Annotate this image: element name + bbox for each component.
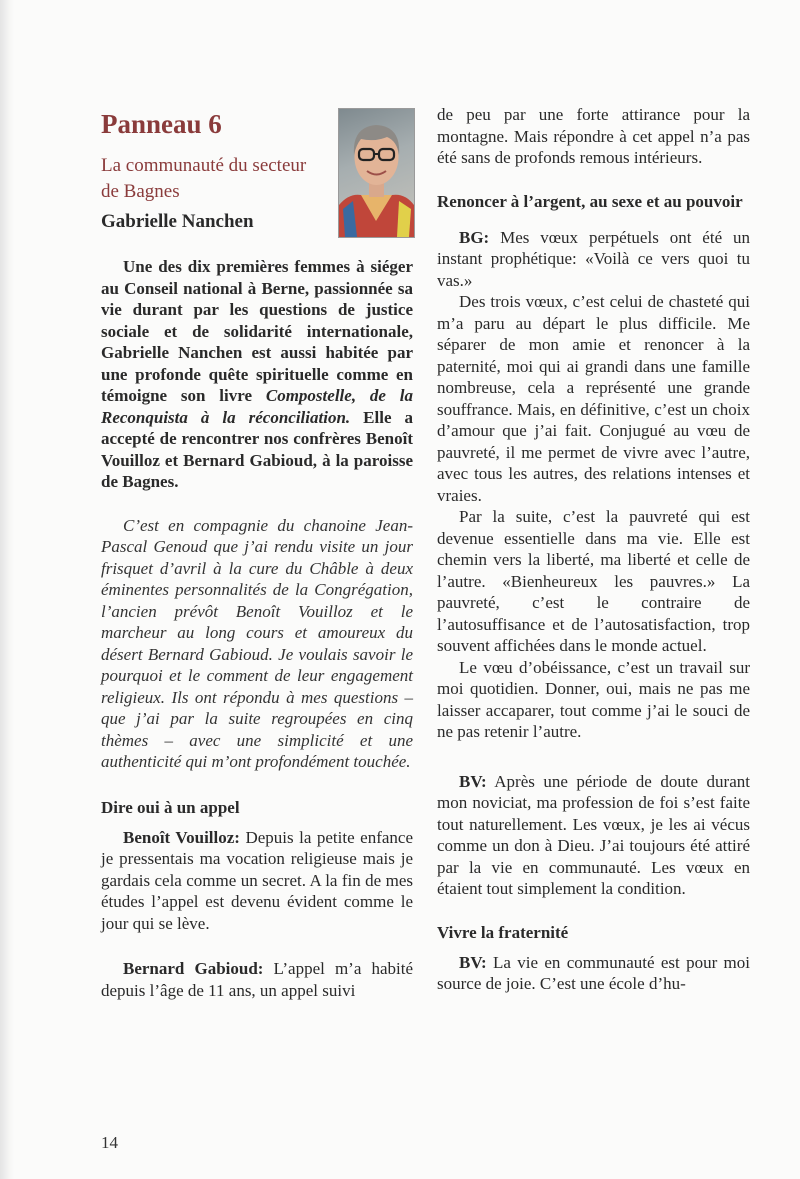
answer-bv-profession (437, 771, 750, 900)
speaker-label: Benoît Vouilloz: (123, 827, 240, 847)
author-name: Gabrielle Nanchen (101, 211, 254, 232)
section-heading-fraternite: Vivre la fraternité (437, 922, 569, 942)
continuation-paragraph: de peu par une forte attirance pour la montagne. Mais répondre à cet appel n’a pas été sans de profonds remous intérieurs. (437, 105, 750, 167)
interviewer-intro: C’est en compagnie du chanoine Jean-Pascal Genoud que j’ai rendu visite un jour frisquet d’avril à la cure du Châble à deux éminentes personnalités de la Congrégation, l’ancien prévôt Benoît Vouilloz et le marcheur au long cours et amoureux du désert Bernard Gabioud. Je voulais savoir le pourquoi et le comment de leur engagement religieux. Ils ont répondu à mes questions – que j’ai par la suite regroupées en cinq thèmes – avec une simplicité et une authenticité qui m’ont profondément touchée. (101, 515, 413, 771)
answer-text: Depuis la petite enfance je pressentais ma vocation religieuse mais je gardais cela comme un secret. A la fin de mes études l’appel est devenu évident comme le jour qui se lève. (101, 827, 413, 933)
paragraph-chastete: Des trois vœux, c’est celui de chasteté qui m’a paru au départ le plus difficile. Me séparer de mon amie et renoncer à la paternité, moi qui ai grandi dans une famille nombreuse, cela a représenté une grande souffrance. Mais, en définitive, c’est un choix d’amour que j’ai fait. Conjugué au vœu de pauvreté, il me permet de vivre avec l’autre, avec tous les autres, des relations intenses et vraies. (437, 292, 750, 505)
answer-bernard-gabioud (101, 958, 413, 1001)
intro-text-1: Une des dix premières femmes à siéger au Conseil national à Berne, passionnée sa vie durant par les questions de justice sociale et de solidarité internationale, Gabrielle Nanchen est aussi habitée par une profonde quête spirituelle comme en témoigne son livre (101, 257, 413, 405)
page-title: Panneau 6 (101, 109, 222, 139)
intro-paragraph (101, 256, 413, 493)
article-header (101, 104, 413, 244)
section-heading-renoncer: Renoncer à l’argent, au sexe et au pouvoir (437, 191, 743, 211)
speaker-label: BV: (459, 952, 487, 972)
answer-text: Après une période de doute durant mon noviciat, ma profession de foi s’est faite tout naturellement. Les vœux, je les ai vécus comme un don à Dieu. J’ai toujours été attiré par la vie en communauté. Les vœux en étaient tout simplement la condition. (437, 771, 750, 898)
page-number: 14 (101, 1133, 118, 1152)
answer-text: L’appel m’a habité depuis l’âge de 11 ans, un appel suivi (101, 959, 413, 1000)
left-column (101, 104, 413, 1001)
answer-benoit-vouilloz (101, 827, 413, 935)
speaker-label: BV: (459, 771, 487, 791)
answer-text: La vie en communauté est pour moi source de joie. C’est une école d’hu- (437, 952, 750, 993)
section-heading-dire-oui: Dire oui à un appel (101, 797, 240, 817)
author-portrait (338, 108, 415, 238)
paragraph-obeissance: Le vœu d’obéissance, c’est un travail sur moi quotidien. Donner, oui, mais ne pas me laisser accaparer, tout comme j’ai le souci de ne pas retenir l’autre. (437, 657, 750, 741)
page-subtitle: La communauté du secteur de Bagnes (101, 155, 307, 202)
portrait-illustration (339, 109, 414, 237)
paragraph-pauvrete: Par la suite, c’est la pauvreté qui est devenue essentielle dans ma vie. Elle est chemin vers la liberté, ma liberté et celle de l’autre. «Bienheureux les pauvres.» La pauvreté, c’est le contraire de l’autosuffisance et de l’autosatisfaction, trop souvent affichées dans le monde actuel. (437, 507, 750, 655)
right-column (437, 104, 750, 995)
speaker-label: Bernard Gabioud: (123, 959, 264, 978)
answer-text: Mes vœux perpétuels ont été un instant prophétique: «Voilà ce vers quoi tu vas.» (437, 227, 750, 290)
book-title: Compostelle, de la Reconquista à la réconciliation. (101, 386, 413, 427)
page-edge (0, 0, 14, 1179)
answer-bv-communaute (437, 952, 750, 995)
intro-text-2: Elle a accepté de rencontrer nos confrères Benoît Vouilloz et Bernard Gabioud, à la paroisse de Bagnes. (101, 407, 413, 491)
answer-bg-voeux (437, 227, 750, 292)
speaker-label: BG: (459, 227, 490, 247)
